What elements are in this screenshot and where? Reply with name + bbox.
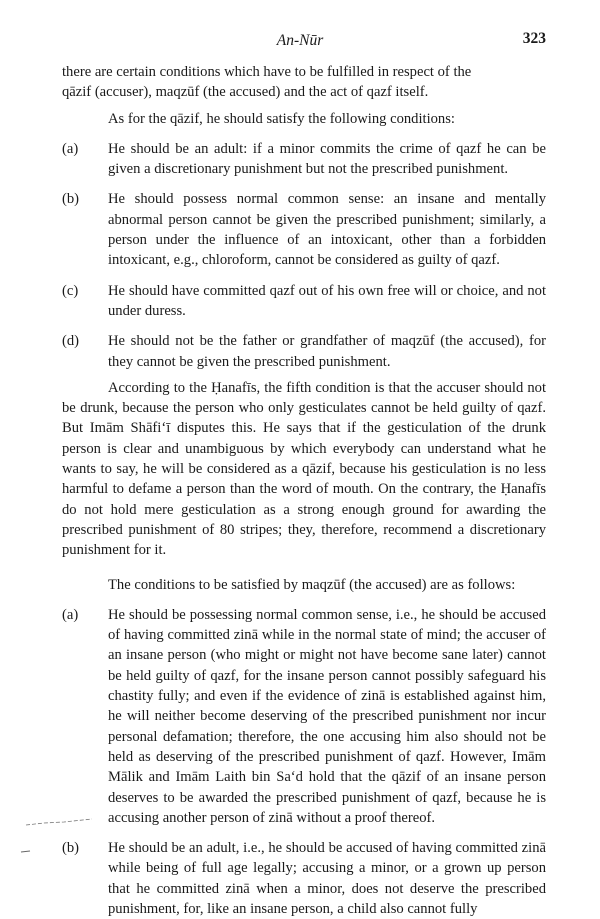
maqzuf-condition-a	[62, 605, 546, 828]
condition-label: (c)	[62, 282, 79, 299]
maqzuf-condition-b	[62, 838, 546, 919]
qazif-condition-a	[62, 139, 546, 180]
intro-line-1: there are certain conditions which have to be fulfilled in respect of the	[62, 64, 472, 80]
page-number: 323	[522, 30, 546, 47]
pencil-margin-mark	[24, 818, 94, 828]
condition-label: (d)	[62, 333, 80, 350]
maqzuf-conditions-lead: The conditions to be satisfied by maqzūf (the accused) are as follows:	[108, 576, 516, 593]
hanafi-paragraph: According to the Ḥanafīs, the fifth condition is that the accuser should not be drunk, because the person who only gesticulates cannot be held guilty of qazf. But Imām Shāfi‘ī disputes this. He says that if the gesticulation of the drunk person is clear and unambiguous by which everybody can understand what he wants to say, he will be considered as a qāzif, because his gesticulation is no less harmful to defame a person than the word of mouth. On the contrary, the Ḥanafīs do not hold mere gesticulation as a strong enough ground for awarding the prescribed punishment of 80 stripes; they, therefore, recommend a discretionary punishment for it.	[62, 379, 546, 559]
intro-paragraph	[62, 62, 546, 103]
condition-text: He should be an adult: if a minor commits the crime of qazf he can be given a discretionary punishment but not the prescribed punishment.	[108, 140, 546, 178]
qazif-condition-c	[62, 281, 546, 322]
qazif-condition-b	[62, 189, 546, 270]
condition-text: He should be an adult, i.e., he should be accused of having committed zinā while being of full age legally; accusing a minor, or a grown up person that he committed zinā when a minor, does not deserve the prescribed punishment, for, like an insane person, a child also cannot fully	[108, 840, 546, 917]
condition-text: He should possess normal common sense: an insane and mentally abnormal person cannot be given the prescribed punishment; similarly, a person under the influence of an intoxicant, other than a forbidden intoxicant, e.g., chloroform, cannot be considered as guilty of qazf.	[108, 191, 546, 269]
qazif-condition-d	[62, 331, 546, 372]
qazif-conditions-lead: As for the qāzif, he should satisfy the following conditions:	[108, 110, 455, 127]
condition-text: He should have committed qazf out of his own free will or choice, and not under duress.	[108, 282, 546, 319]
page-body	[62, 62, 546, 919]
condition-label: (b)	[62, 191, 80, 208]
condition-label: (b)	[62, 840, 80, 857]
condition-label: (a)	[62, 606, 79, 623]
running-header-title: An-Nūr	[276, 32, 324, 49]
corner-mark	[20, 848, 32, 854]
condition-text: He should not be the father or grandfather of maqzūf (the accused), for they cannot be given the prescribed punishment.	[108, 333, 546, 370]
condition-label: (a)	[62, 140, 79, 157]
condition-text: He should be possessing normal common sense, i.e., he should be accused of having committed zinā while in the normal state of mind; the accuser of an insane person (who might or might not have become sane later) cannot be held guilty of qazf, for the insane person cannot possibly safeguard his chastity fully; and even if the evidence of zinā is established against him, he will neither become deserving of the prescribed punishment nor incur personal defamation; therefore, the one accusing him also should not be held as deserving of the prescribed punishment of qazf. However, Imām Mālik and Imām Laith bin Sa‘d hold that the qāzif of an insane person deserves to be awarded the prescribed punishment of qazf, because he is accusing another person of zinā without a proof thereof.	[108, 606, 546, 826]
intro-line-2: qāzif (accuser), maqzūf (the accused) and the act of qazf itself.	[62, 84, 429, 101]
